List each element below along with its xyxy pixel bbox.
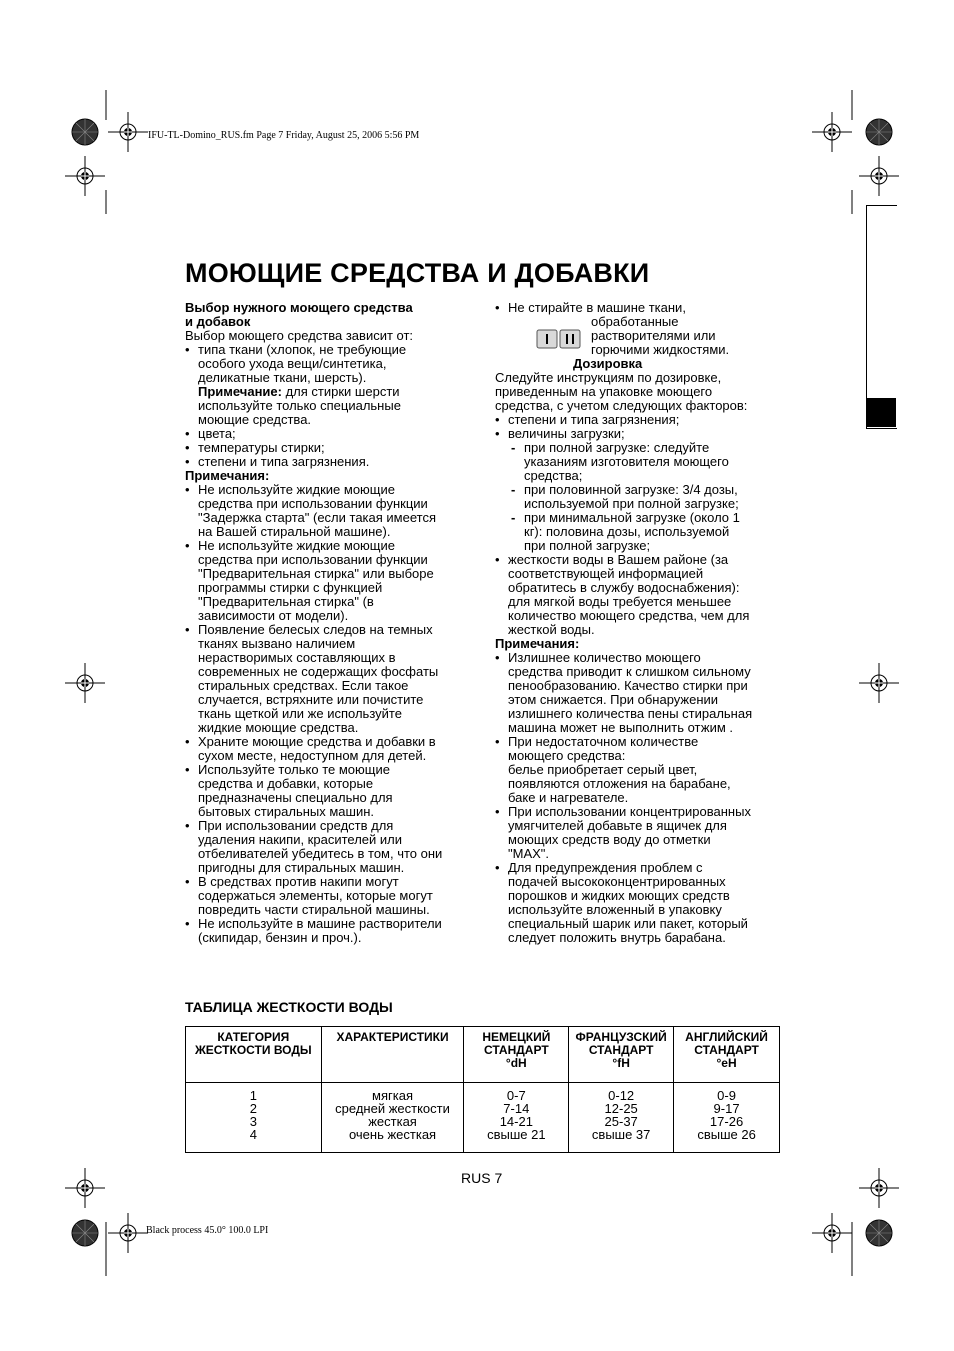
do-not-use-solvents-icon <box>536 328 582 350</box>
wool-note: Примечание: для стирки шерсти <box>198 384 400 399</box>
note-item: • Не используйте в машине растворители (скипидар, бензин и проч.). <box>185 917 480 945</box>
column-header: ФРАНЦУЗСКИЙ СТАНДАРТ °fH <box>569 1027 674 1083</box>
page-title: МОЮЩИЕ СРЕДСТВА И ДОБАВКИ <box>185 258 650 288</box>
note-item: • Не используйте жидкие моющие средства при использовании функции "Предварительная стирка" или выборе программы стирки с функцией "Предварительная стирка" (в зависимости от модели). <box>185 539 480 623</box>
list-item: • величины загрузки; <box>495 427 785 441</box>
left-column <box>185 301 480 945</box>
load-item: - при минимальной загрузке (около 1 кг): половина дозы, используемой при полной загрузке; <box>495 511 785 553</box>
table-row <box>186 1083 780 1153</box>
dosage-heading: Дозировка <box>573 356 643 371</box>
note-item: • Храните моющие средства и добавки в сухом месте, недоступном для детей. <box>185 735 480 763</box>
list-item: • типа ткани (хлопок, не требующие особого ухода вещи/синтетика, деликатные ткани, шерсть). Примечание: для стирки шерсти используйте только специальные моющие средства. <box>185 343 480 427</box>
note-item: • В средствах против накипи могут содержаться элементы, которые могут повредить части стиральной машины. <box>185 875 480 917</box>
note-item: • Используйте только те моющие средства и добавки, которые предназначены специально для бытовых стиральных машин. <box>185 763 480 819</box>
list-item: • температуры стирки; <box>185 441 480 455</box>
note-item: • Для предупреждения проблем с подачей высококонцентрированных порошков и жидких моющих средств используйте вложенный в упаковку специальный шарик или пакет, который следует положить внутрь барабана. <box>495 861 785 945</box>
note-item: • При использовании концентрированных умягчителей добавьте в ящичек для моющих средств воду до отметки "MAX". <box>495 805 785 861</box>
table-cell: мягкая средней жесткости жесткая очень жесткая <box>321 1083 464 1153</box>
column-header: ХАРАКТЕРИСТИКИ <box>321 1027 464 1083</box>
right-column: • Не стирайте в машине ткани, обработанные растворителями или горючими жидкостями. Дозировка Следуйте инструкциям по дозировке, приведенным на упаковке моющего средства, с учетом следующих факторов: • степени и типа загрязнения; • величины загрузки; - при полной загрузке: следуйте указаниям изготовителя моющего средства; - при половинной загрузке: 3/4 дозы, используемой при полной загрузке; - при минимальной загрузке (около 1 кг): половина дозы, используемой при полной загрузке; • жесткости воды в Вашем районе (за соответствующей информацией обратитесь в службу водоснабжения): для мягкой воды требуется меньшее количество моющего средства, чем для жесткой воды. Примечания: • Излишнее количество моющего средства приводит к слишком сильному пенообразованию. Качество стирки при этом снижается. При обнаружении излишнего количества пены стиральная машина может не выполнить отжим . • При недостаточном количестве моющего средства: белье приобретает серый цвет, появляются отложения на барабане, баке и нагревателе. • При использовании концентрированных умягчителей добавьте в ящичек для моющих средств воду до отметки "MAX". • Для предупреждения проблем с подачей высококонцентрированных порошков и жидких моющих средств используйте вложенный в упаковку специальный шарик или пакет, который следует положить внутрь барабана. <box>495 301 785 945</box>
note-item: • Не используйте жидкие моющие средства при использовании функции "Задержка старта" (если такая имеется на Вашей стиральной машине). <box>185 483 480 539</box>
list-item: • степени и типа загрязнения. <box>185 455 480 469</box>
note-item: • Появление белесых следов на темных тканях вызвано наличием нерастворимых составляющих в современных не содержащих фосфаты стиральных средствах. Если такое случается, встряхните или почистите ткань щеткой или же используйте жидкие моющие средства. <box>185 623 480 735</box>
note-item: • При использовании средств для удаления накипи, красителей или отбеливателей убедитесь в том, что они пригодны для стиральных машин. <box>185 819 480 875</box>
section-tab-marker <box>866 398 896 427</box>
list-item: • степени и типа загрязнения; <box>495 413 785 427</box>
process-info: Black process 45.0° 100.0 LPI <box>146 1225 269 1236</box>
table-cell: 0-12 12-25 25-37 свыше 37 <box>569 1083 674 1153</box>
section-heading: Выбор нужного моющего средства <box>185 300 413 315</box>
list-item: • Не стирайте в машине ткани, обработанные растворителями или горючими жидкостями. <box>495 301 785 357</box>
note-item: • При недостаточном количестве моющего средства: белье приобретает серый цвет, появляются отложения на барабане, баке и нагревателе. <box>495 735 785 805</box>
section-heading-cont: и добавок <box>185 314 251 329</box>
notes-heading: Примечания: <box>185 468 270 483</box>
table-cell: 0-7 7-14 14-21 свыше 21 <box>464 1083 569 1153</box>
load-item: - при полной загрузке: следуйте указаниям изготовителя моющего средства; <box>495 441 785 483</box>
notes-list <box>185 483 480 945</box>
list-item: • жесткости воды в Вашем районе (за соответствующей информацией обратитесь в службу водоснабжения): для мягкой воды требуется меньшее количество моющего средства, чем для жесткой воды. <box>495 553 785 637</box>
file-info: IFU-TL-Domino_RUS.fm Page 7 Friday, August 25, 2006 5:56 PM <box>148 130 420 141</box>
list-item: • цвета; <box>185 427 480 441</box>
intro-text: Выбор моющего средства зависит от: <box>185 328 414 343</box>
table-header-row <box>186 1027 780 1083</box>
note-item: • Излишнее количество моющего средства приводит к слишком сильному пенообразованию. Качество стирки при этом снижается. При обнаружении излишнего количества пены стиральная машина может не выполнить отжим . <box>495 651 785 735</box>
section-tab <box>866 205 897 429</box>
table-cell: 1 2 3 4 <box>186 1083 322 1153</box>
page-number: RUS 7 <box>461 1170 503 1186</box>
column-header: АНГЛИЙСКИЙ СТАНДАРТ °eH <box>674 1027 780 1083</box>
table-cell: 0-9 9-17 17-26 свыше 26 <box>674 1083 780 1153</box>
load-list <box>495 441 785 553</box>
load-item: - при половинной загрузке: 3/4 дозы, используемой при полной загрузке; <box>495 483 785 511</box>
column-header: КАТЕГОРИЯ ЖЕСТКОСТИ ВОДЫ <box>186 1027 322 1083</box>
water-hardness-table <box>185 1026 780 1153</box>
column-header: НЕМЕЦКИЙ СТАНДАРТ °dH <box>464 1027 569 1083</box>
notes-heading: Примечания: <box>495 636 580 651</box>
notes-list <box>495 651 785 945</box>
table-title: ТАБЛИЦА ЖЕСТКОСТИ ВОДЫ <box>185 999 393 1015</box>
